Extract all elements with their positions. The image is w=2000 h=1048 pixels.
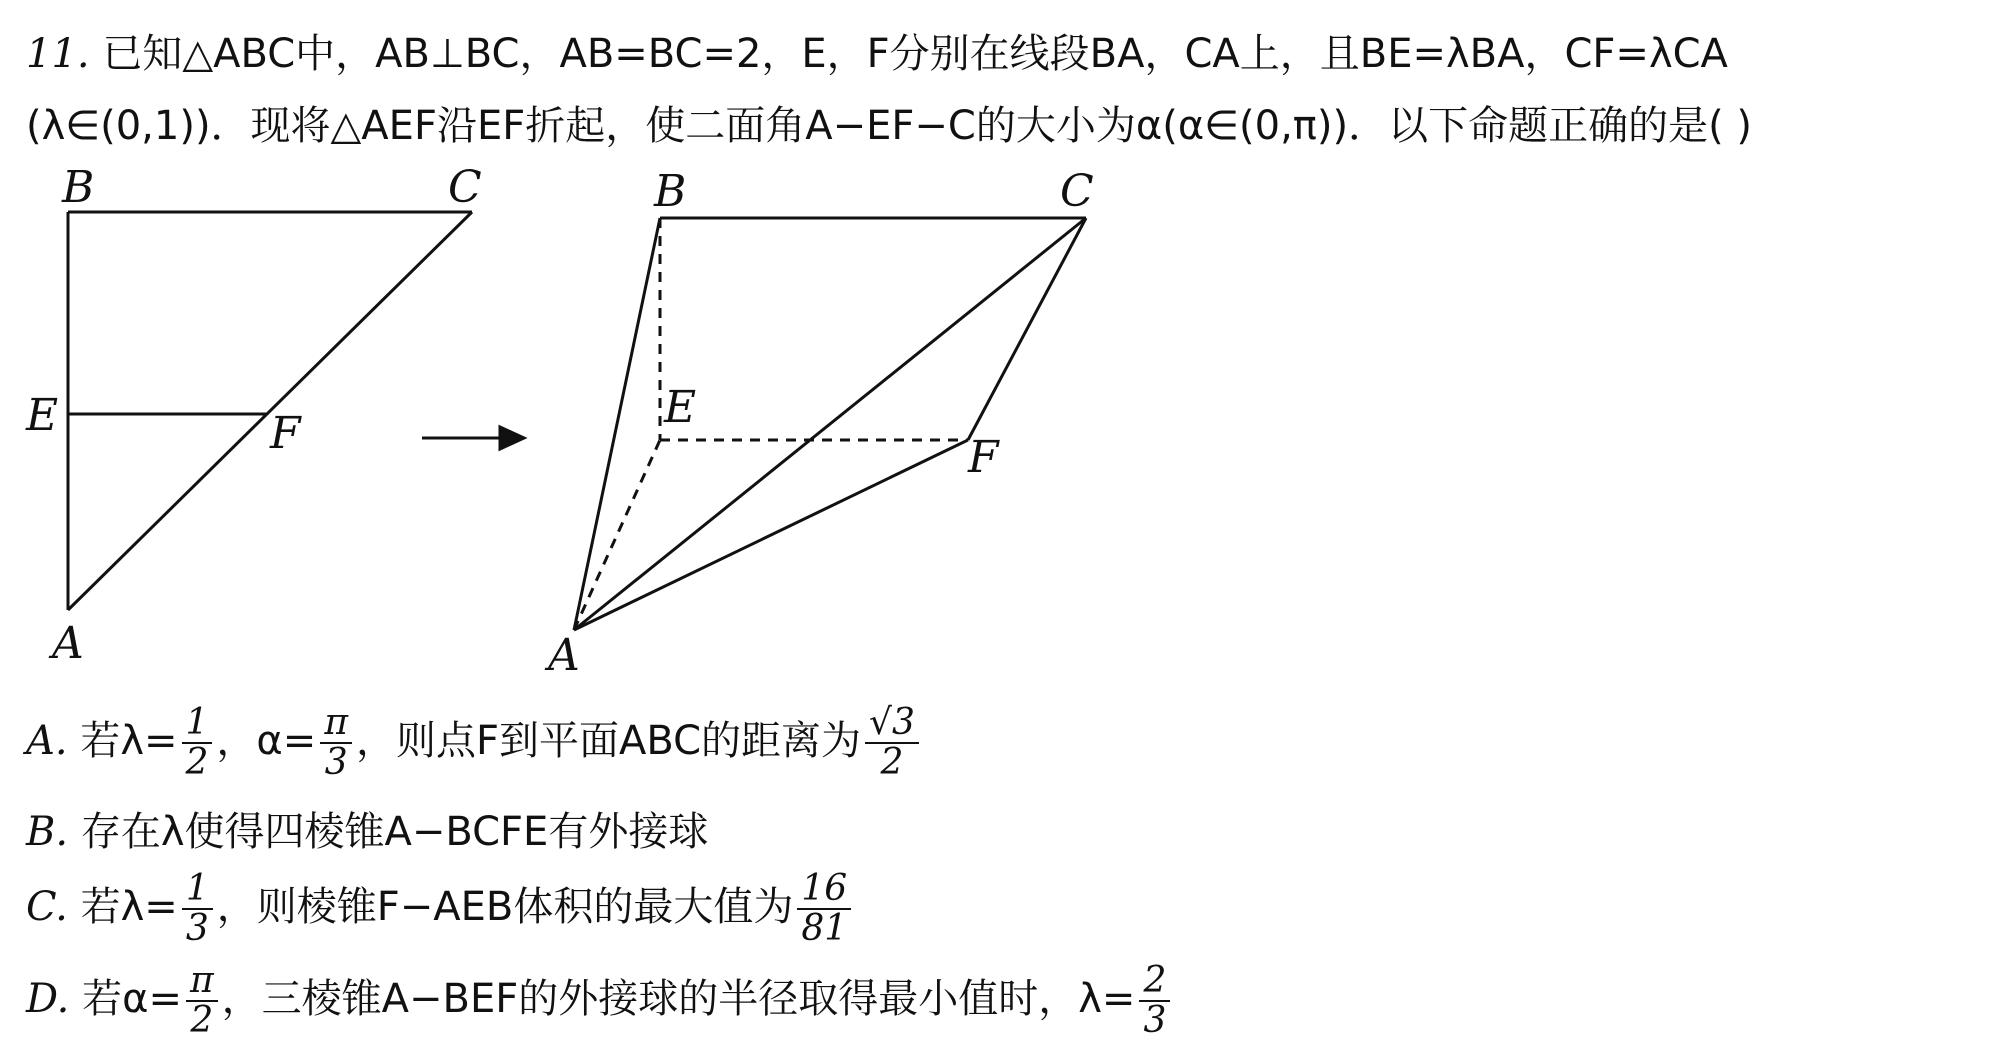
edge-AC-3d [574, 218, 1086, 630]
question-stem-line-2 [26, 94, 1752, 151]
stem-text-2: (λ∈(0,1))．现将△AEF沿EF折起，使二面角A−EF−C的大小为α(α∈(0,π))．以下命题正确的是( ) [26, 103, 1753, 149]
option-B-text: 存在λ使得四棱锥A−BCFE有外接球 [80, 809, 709, 855]
edge-AE-3d [574, 440, 660, 630]
right-label-C: C [1060, 166, 1094, 217]
right-label-F: F [968, 432, 999, 483]
option-A-frac-distance: $\frac{√3}{2}$ [865, 704, 919, 782]
right-label-A: A [548, 630, 580, 680]
left-label-F: F [270, 408, 301, 459]
option-A [26, 704, 923, 782]
option-D-frac-alpha: $\frac{\pi}{2}$ [186, 962, 218, 1040]
left-label-C: C [448, 162, 482, 213]
left-label-E: E [26, 390, 59, 441]
question-stem-line-1 [26, 22, 1728, 79]
option-D-text-before: 若α= [82, 976, 182, 1022]
option-C-text-before: 若λ= [80, 884, 178, 930]
left-label-A: A [52, 618, 84, 669]
option-D-frac-lambda: $\frac{2}{3}$ [1139, 962, 1170, 1040]
option-A-text-mid: ，α= [216, 718, 317, 764]
option-C [26, 870, 855, 948]
option-D-label: D. [26, 976, 70, 1022]
right-pyramid-figure [574, 218, 1086, 630]
option-A-frac-lambda: $\frac{1}{2}$ [182, 704, 213, 782]
stem-text-1: 已知△ABC中，AB⊥BC，AB=BC=2，E，F分别在线段BA，CA上，且BE=λBA，CF=λCA [102, 31, 1728, 77]
edge-AB-3d [574, 218, 660, 630]
edge-AF-3d [574, 440, 968, 630]
option-A-text-after: ，则点F到平面ABC的距离为 [355, 718, 862, 764]
geometry-figure [0, 160, 2000, 680]
option-C-frac-lambda: $\frac{1}{3}$ [182, 870, 213, 948]
option-A-frac-alpha: $\frac{\pi}{3}$ [320, 704, 352, 782]
option-D-text-after: ，三棱锥A−BEF的外接球的半径取得最小值时，λ= [221, 976, 1136, 1022]
right-label-E: E [664, 382, 697, 433]
left-label-B: B [62, 162, 95, 213]
option-D [26, 962, 1174, 1040]
question-number: 11. [26, 31, 90, 77]
option-C-frac-volume: $\frac{16}{81}$ [797, 870, 851, 948]
option-B-label: B. [26, 809, 69, 855]
right-label-B: B [654, 166, 687, 217]
option-C-text-after: ，则棱锥F−AEB体积的最大值为 [216, 884, 794, 930]
fold-arrow [422, 427, 524, 449]
option-A-text-before: 若λ= [80, 718, 178, 764]
option-A-label: A. [26, 718, 68, 764]
option-C-label: C. [26, 884, 68, 930]
edge-CF-3d [968, 218, 1086, 440]
option-B [26, 800, 708, 857]
